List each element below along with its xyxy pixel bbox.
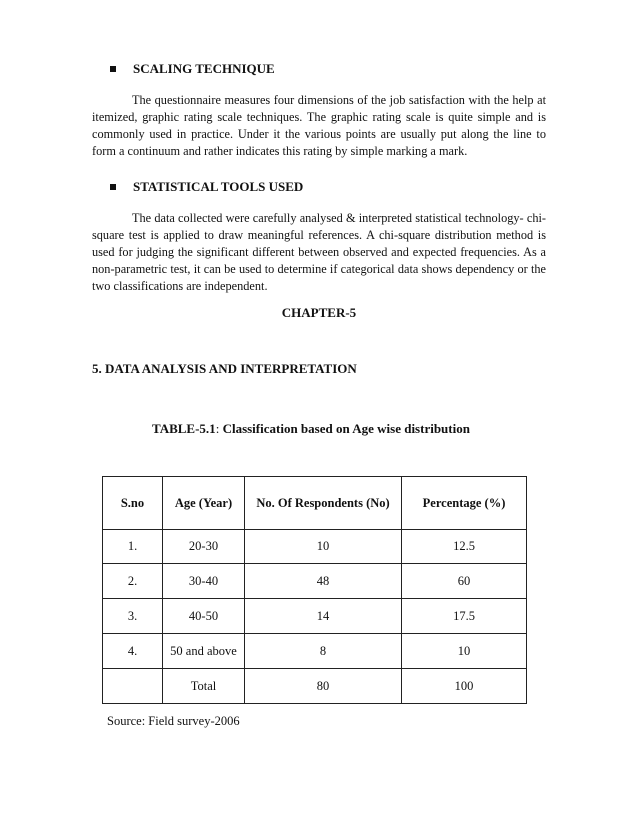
- table-header-cell: Age (Year): [163, 477, 245, 530]
- table-cell: 17.5: [402, 599, 527, 634]
- statistical-tools-paragraph: [92, 210, 546, 295]
- table-cell: 10: [245, 530, 402, 564]
- table-caption-text: Classification based on Age wise distribution: [222, 421, 470, 436]
- scaling-technique-heading: [110, 61, 275, 77]
- section-title: 5. DATA ANALYSIS AND INTERPRETATION: [92, 361, 357, 376]
- table-header-cell: S.no: [103, 477, 163, 530]
- table-row: [103, 564, 527, 599]
- table-cell: 4.: [103, 634, 163, 669]
- table-cell: [103, 669, 163, 704]
- square-bullet-icon: [110, 66, 116, 72]
- table-caption-label: TABLE-5.1: [152, 421, 216, 436]
- statistical-tools-text: The data collected were carefully analysed & interpreted statistical technology- chi-square test is applied to draw meaningful references. A chi-square distribution method is used for judging the significant different between observed and expected frequencies. As a non-parametric test, it can be used to determine if categorical data shows dependency or the two classifications are independent.: [92, 211, 546, 293]
- statistical-tools-heading-text: STATISTICAL TOOLS USED: [133, 179, 304, 194]
- table-cell: 80: [245, 669, 402, 704]
- table-cell: 8: [245, 634, 402, 669]
- table-cell: 3.: [103, 599, 163, 634]
- scaling-technique-heading-text: SCALING TECHNIQUE: [133, 61, 275, 76]
- table-cell: 50 and above: [163, 634, 245, 669]
- scaling-technique-paragraph: [92, 92, 546, 160]
- table-cell: 10: [402, 634, 527, 669]
- table-header-cell: No. Of Respondents (No): [245, 477, 402, 530]
- table-row: [103, 634, 527, 669]
- table-cell: 1.: [103, 530, 163, 564]
- square-bullet-icon: [110, 184, 116, 190]
- chapter-heading: CHAPTER-5: [281, 305, 357, 320]
- table-caption-sep: :: [215, 421, 223, 436]
- table-cell: 2.: [103, 564, 163, 599]
- table-cell: 48: [245, 564, 402, 599]
- table-cell: 12.5: [402, 530, 527, 564]
- table-cell: 14: [245, 599, 402, 634]
- table-cell: 20-30: [163, 530, 245, 564]
- table-row: [103, 530, 527, 564]
- source-note: Source: Field survey-2006: [107, 714, 240, 728]
- age-distribution-table: [102, 476, 527, 704]
- scaling-technique-text: The questionnaire measures four dimensions of the job satisfaction with the help at itemized, graphic rating scale techniques. The graphic rating scale is quite simple and is commonly used in practice. Under it the various points are usually put along the line to form a continuum and rather indicates this rating by simple marking a mark.: [92, 93, 546, 158]
- table-row: [103, 599, 527, 634]
- statistical-tools-heading: [110, 179, 303, 195]
- table-header-cell: Percentage (%): [402, 477, 527, 530]
- table-cell: 30-40: [163, 564, 245, 599]
- table-row: [103, 669, 527, 704]
- table-cell: 60: [402, 564, 527, 599]
- table-caption: [152, 421, 470, 437]
- table-cell: 100: [402, 669, 527, 704]
- table-header-row: [103, 477, 527, 530]
- table-cell: Total: [163, 669, 245, 704]
- table-cell: 40-50: [163, 599, 245, 634]
